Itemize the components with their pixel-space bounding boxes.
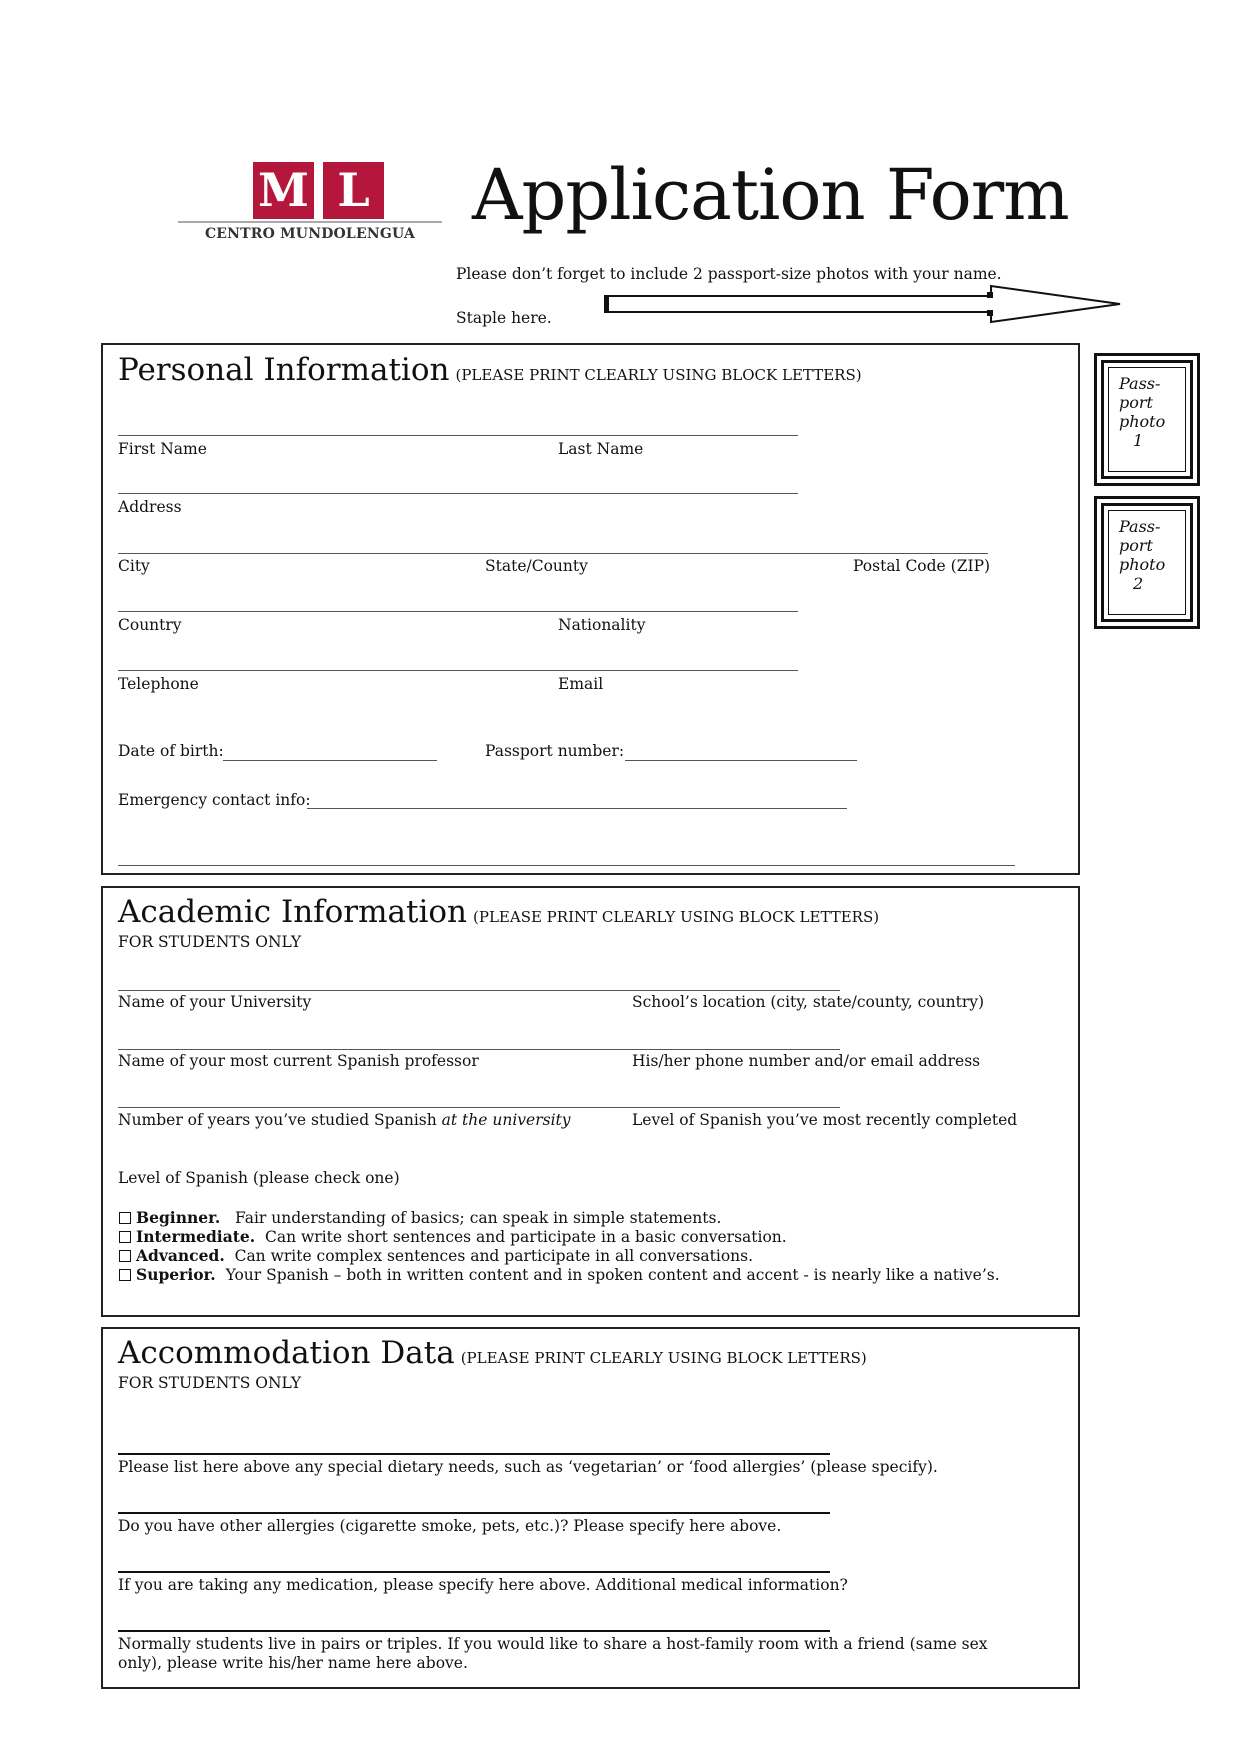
- dietary-line[interactable]: [118, 1453, 830, 1455]
- emergency-contact-label: Emergency contact info:: [118, 791, 311, 809]
- level-option[interactable]: [119, 1246, 753, 1265]
- emergency-contact-field-2[interactable]: [118, 865, 1015, 866]
- logo-rule: [178, 221, 442, 223]
- photo-2-line: photo: [1119, 555, 1166, 574]
- passport-number-field[interactable]: [625, 760, 857, 761]
- checkbox[interactable]: [119, 1212, 131, 1224]
- accommodation-students-only: FOR STUDENTS ONLY: [118, 1374, 302, 1392]
- professor-label: Name of your most current Spanish professor: [118, 1052, 479, 1070]
- page-title: Application Form: [472, 154, 1069, 236]
- years-line[interactable]: [118, 1107, 840, 1108]
- city-line[interactable]: [118, 553, 988, 554]
- checkbox[interactable]: [119, 1269, 131, 1281]
- first-name-label: First Name: [118, 440, 207, 458]
- country-line[interactable]: [118, 611, 798, 612]
- university-line[interactable]: [118, 990, 840, 991]
- personal-info-note: (PLEASE PRINT CLEARLY USING BLOCK LETTERS): [455, 366, 862, 384]
- last-name-label: Last Name: [558, 440, 644, 458]
- logo-text: CENTRO MUNDOLENGUA: [204, 226, 416, 242]
- level-check-label: Level of Spanish (please check one): [118, 1169, 400, 1187]
- roommate-line[interactable]: [118, 1630, 830, 1632]
- photo-2-number: 2: [1133, 574, 1144, 593]
- photo-2-line: Pass-: [1119, 517, 1161, 536]
- medication-line[interactable]: [118, 1571, 830, 1573]
- personal-info-heading: [118, 352, 862, 388]
- level-desc: Can write short sentences and participate in a basic conversation.: [265, 1228, 787, 1246]
- logo-letter-l: L: [323, 162, 384, 219]
- level-option[interactable]: [119, 1208, 721, 1227]
- photo-1-line: Pass-: [1119, 374, 1161, 393]
- dob-field[interactable]: [223, 760, 437, 761]
- roommate-label-1: Normally students live in pairs or triples. If you would like to share a host-family room with a friend (same sex: [118, 1635, 988, 1653]
- photo-note: Please don’t forget to include 2 passport-size photos with your name.: [456, 265, 1002, 283]
- passport-photo-1: [1094, 353, 1200, 486]
- nationality-label: Nationality: [558, 616, 646, 634]
- academic-info-heading: [118, 894, 879, 930]
- university-label: Name of your University: [118, 993, 312, 1011]
- level-desc: Can write complex sentences and participate in all conversations.: [234, 1247, 754, 1265]
- logo-letter-m: M: [253, 162, 314, 219]
- photo-1-line: port: [1119, 393, 1153, 412]
- accommodation-title: Accommodation Data: [118, 1335, 455, 1371]
- medication-label: If you are taking any medication, please specify here above. Additional medical information?: [118, 1576, 848, 1594]
- years-studied-text: Number of years you’ve studied Spanish: [118, 1111, 442, 1129]
- allergies-label: Do you have other allergies (cigarette smoke, pets, etc.)? Please specify here above.: [118, 1517, 782, 1535]
- level-name: Advanced.: [136, 1246, 225, 1265]
- roommate-label-2: only), please write his/her name here above.: [118, 1654, 468, 1672]
- postal-code-label: Postal Code (ZIP): [853, 557, 991, 575]
- telephone-label: Telephone: [118, 675, 199, 693]
- city-label: City: [118, 557, 150, 575]
- passport-number-label: Passport number:: [485, 742, 625, 760]
- academic-info-title: Academic Information: [118, 894, 467, 930]
- academic-students-only: FOR STUDENTS ONLY: [118, 933, 302, 951]
- professor-contact-label: His/her phone number and/or email address: [632, 1052, 981, 1070]
- level-completed-label: Level of Spanish you’ve most recently completed: [632, 1111, 1018, 1129]
- years-studied-label: [118, 1111, 571, 1129]
- years-studied-emphasis: at the university: [441, 1111, 571, 1129]
- level-option[interactable]: [119, 1227, 787, 1246]
- level-desc: Fair understanding of basics; can speak in simple statements.: [235, 1209, 722, 1227]
- checkbox[interactable]: [119, 1231, 131, 1243]
- state-label: State/County: [485, 557, 588, 575]
- level-name: Beginner.: [136, 1208, 221, 1227]
- telephone-line[interactable]: [118, 670, 798, 671]
- email-label: Email: [558, 675, 604, 693]
- photo-1-number: 1: [1133, 431, 1144, 450]
- dob-label: Date of birth:: [118, 742, 224, 760]
- address-line[interactable]: [118, 493, 798, 494]
- dietary-label: Please list here above any special dietary needs, such as ‘vegetarian’ or ‘food allergies’ (please specify).: [118, 1458, 938, 1476]
- level-option[interactable]: [119, 1265, 1000, 1284]
- personal-info-title: Personal Information: [118, 352, 450, 388]
- allergies-line[interactable]: [118, 1512, 830, 1514]
- address-label: Address: [118, 498, 182, 516]
- photo-2-line: port: [1119, 536, 1153, 555]
- checkbox[interactable]: [119, 1250, 131, 1262]
- arrow-right-icon: [603, 282, 1123, 326]
- photo-1-line: photo: [1119, 412, 1166, 431]
- staple-note: Staple here.: [456, 309, 552, 327]
- level-name: Intermediate.: [136, 1227, 256, 1246]
- accommodation-heading: [118, 1335, 867, 1371]
- accommodation-note: (PLEASE PRINT CLEARLY USING BLOCK LETTERS): [460, 1349, 867, 1367]
- name-line[interactable]: [118, 435, 798, 436]
- level-name: Superior.: [136, 1265, 216, 1284]
- school-location-label: School’s location (city, state/county, country): [632, 993, 985, 1011]
- professor-line[interactable]: [118, 1049, 840, 1050]
- emergency-contact-field[interactable]: [307, 808, 847, 809]
- passport-photo-2: [1094, 496, 1200, 629]
- country-label: Country: [118, 616, 182, 634]
- academic-info-note: (PLEASE PRINT CLEARLY USING BLOCK LETTERS): [473, 908, 880, 926]
- level-desc: Your Spanish – both in written content and in spoken content and accent - is nearly like a native’s.: [225, 1266, 1000, 1284]
